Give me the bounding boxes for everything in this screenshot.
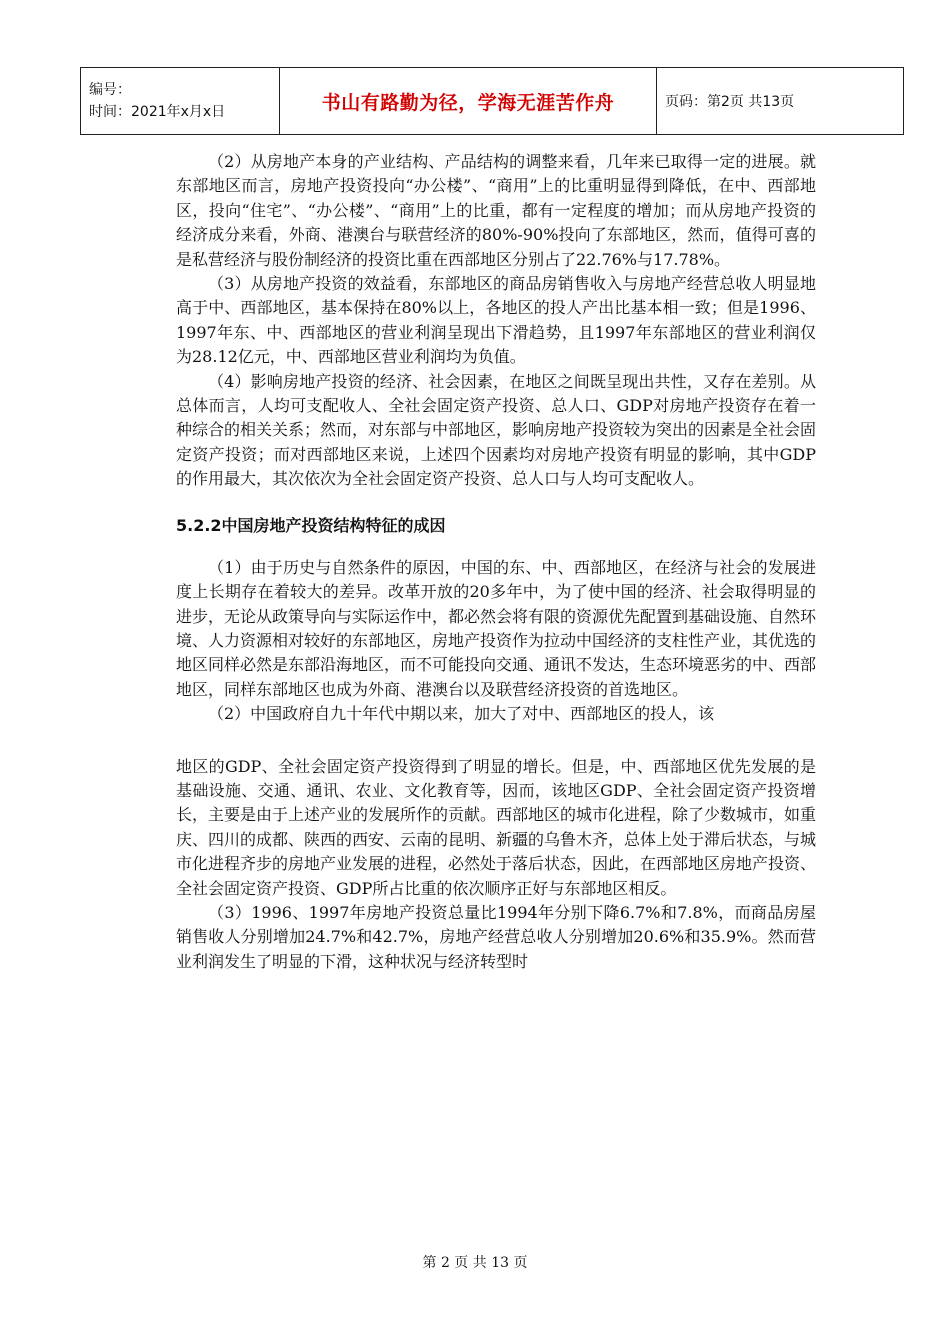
document-header [80, 67, 904, 135]
paragraph: （2）中国政府自九十年代中期以来，加大了对中、西部地区的投人，该 [208, 704, 715, 724]
document-number-label: 编号： [89, 82, 131, 98]
paragraph: （2）从房地产本身的产业结构、产品结构的调整来看，几年来已取得一定的进展。就东部地区而言，房地产投资投向“办公楼”、“商用”上的比重明显得到降低，在中、西部地区，投向“住宅”、“办公楼”、“商用”上的比重，都有一定程度的增加；而从房地产投资的经济成分来看，外商、港澳台与联营经济的80%-90%投向了东部地区，然而，值得可喜的是私营经济与股份制经济的投资比重在西部地区分别占了22.76%与17.78%。 [176, 152, 816, 269]
paragraph-continuation: 地区的GDP、全社会固定资产投资得到了明显的增长。但是，中、西部地区优先发展的是基础设施、交通、通讯、农业、文化教育等，因而，该地区GDP、全社会固定资产投资增长，主要是由于上述产业的发展所作的贡献。西部地区的城市化进程，除了少数城市，如重庆、四川的成都、陕西的西安、云南的昆明、新疆的乌鲁木齐，总体上处于滞后状态，与城市化进程齐步的房地产业发展的进程，必然处于落后状态，因此，在西部地区房地产投资、全社会固定资产投资、GDP所占比重的依次顺序正好与东部地区相反。 [176, 756, 817, 898]
paragraph: （3）1996、1997年房地产投资总量比1994年分别下降6.7%和7.8%，而商品房屋销售收人分别增加24.7%和42.7%，房地产经营总收人分别增加20.6%和35.9%。然而营业利润发生了明显的下滑，这种状况与经济转型时 [176, 902, 816, 971]
paragraph: （4）影响房地产投资的经济、社会因素，在地区之间既呈现出共性，又存在差别。从总体而言，人均可支配收人、全社会固定资产投资、总人口、GDP对房地产投资存在着一种综合的相关关系；然而，对东部与中部地区，影响房地产投资较为突出的因素是全社会固定资产投资；而对西部地区来说，上述四个因素均对房地产投资有明显的影响，其中GDP的作用最大，其次依次为全社会固定资产投资、总人口与人均可支配收人。 [176, 371, 817, 489]
header-motto: 书山有路勤为径，学海无涯苦作舟 [321, 91, 615, 114]
header-page-info: 页码：第2页 共13页 [665, 94, 795, 110]
document-body [176, 150, 816, 974]
header-meta-cell [81, 68, 280, 135]
paragraph: （3）从房地产投资的效益看，东部地区的商品房销售收入与房地产经营总收人明显地高于中、西部地区，基本保持在80%以上，各地区的投人产出比基本相一致；但是1996、1997年东、中、西部地区的营业利润呈现出下滑趋势，且1997年东部地区的营业利润仅为28.12亿元，中、西部地区营业利润均为负值。 [176, 274, 816, 367]
header-motto-cell [280, 68, 657, 135]
page-footer: 第 2 页 共 13 页 [422, 1255, 528, 1271]
section-title: 5.2.2中国房地产投资结构特征的成因 [176, 515, 446, 535]
header-page-cell [657, 68, 904, 135]
page-break-gap [176, 727, 816, 755]
paragraph: （1）由于历史与自然条件的原因，中国的东、中、西部地区，在经济与社会的发展进度上长期存在着较大的差异。改革开放的20多年中，为了使中国的经济、社会取得明显的进步，无论从政策导向与实际运作中，都必然会将有限的资源优先配置到基础设施、自然环境、人力资源相对较好的东部地区，房地产投资作为拉动中国经济的支柱性产业，其优选的地区同样必然是东部沿海地区，而不可能投向交通、通讯不发达，生态环境恶劣的中、西部地区，同样东部地区也成为外商、港澳台以及联营经济投资的首选地区。 [176, 557, 817, 699]
document-date: 时间：2021年x月x日 [89, 104, 226, 120]
